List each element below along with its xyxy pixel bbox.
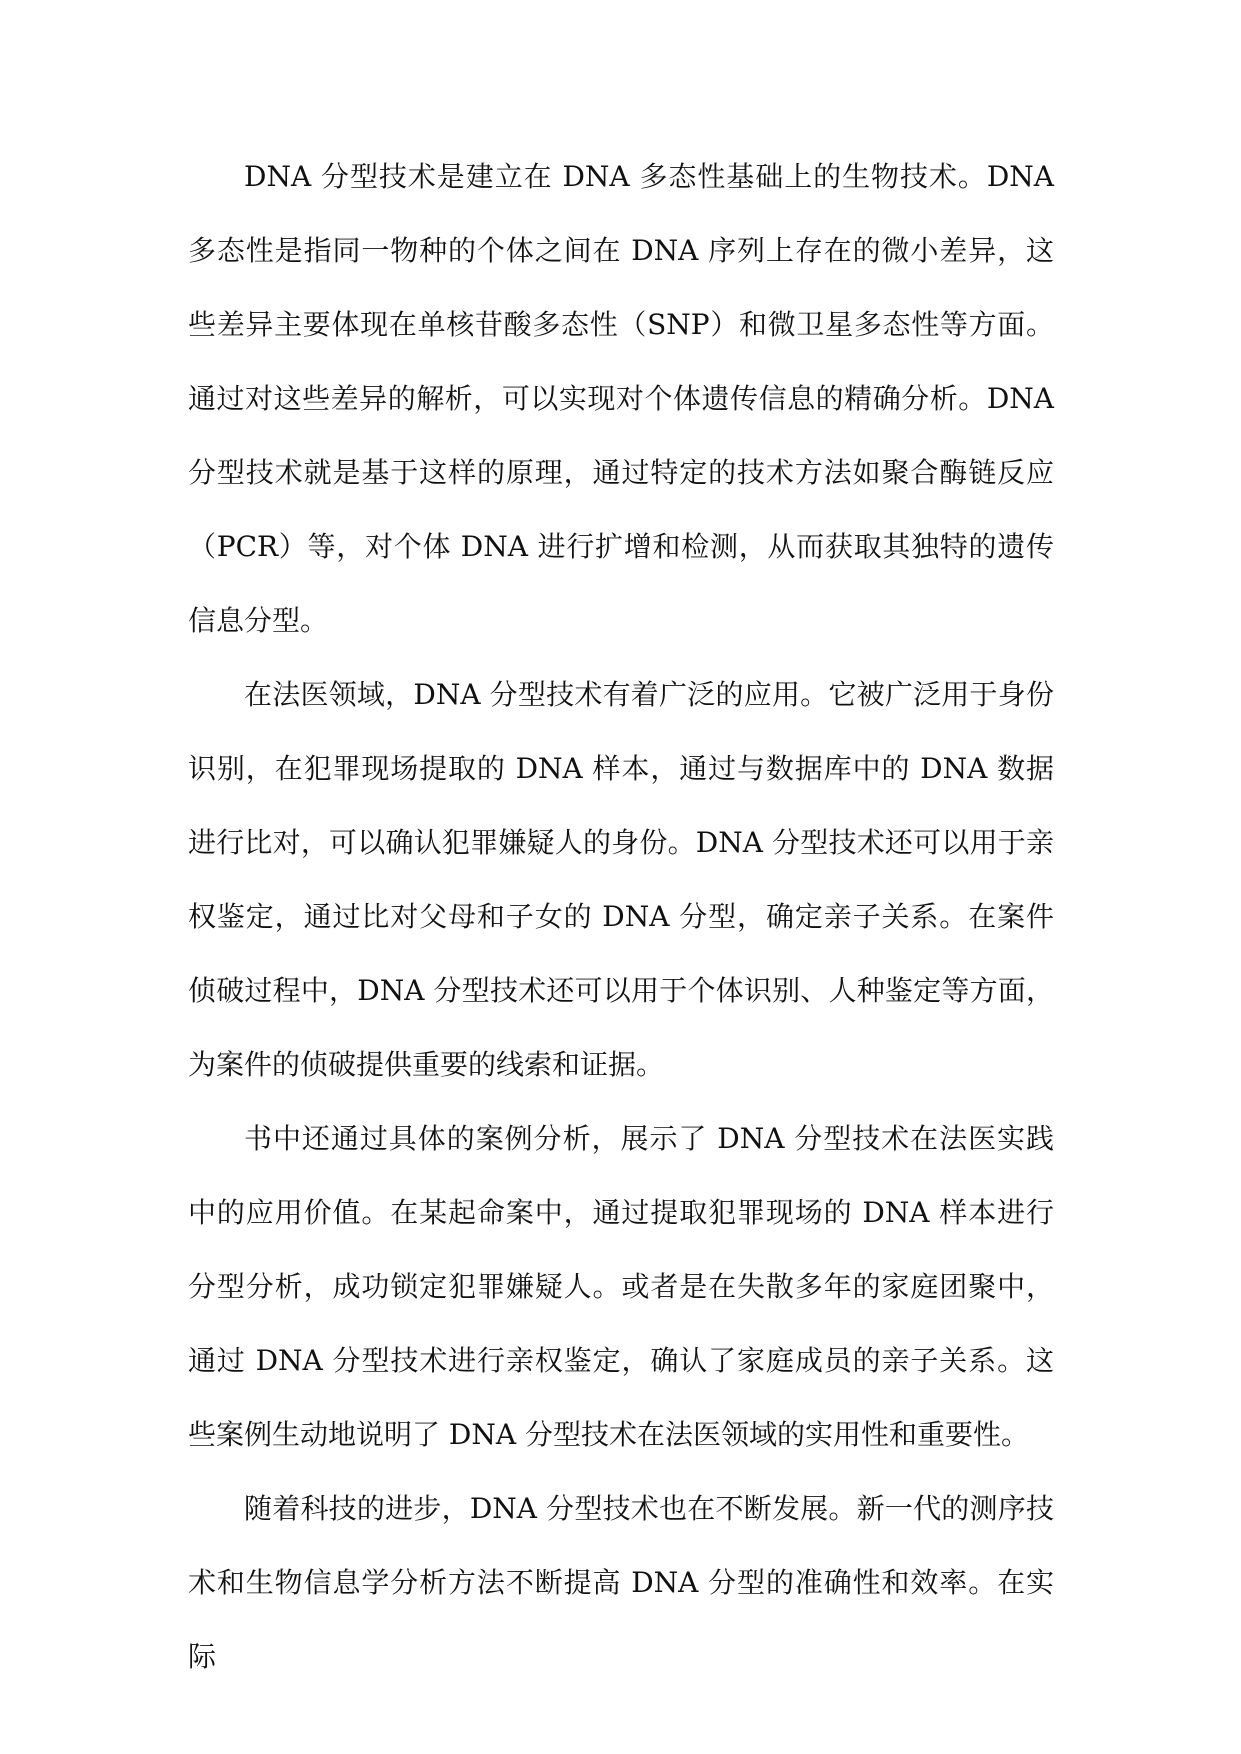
paragraph-dna-typing-principle: DNA 分型技术是建立在 DNA 多态性基础上的生物技术。DNA 多态性是指同一物种的个体之间在 DNA 序列上存在的微小差异，这些差异主要体现在单核苷酸多态性（SNP）和微卫星多态性等方面。通过对这些差异的解析，可以实现对个体遗传信息的精确分析。DNA 分型技术就是基于这样的原理，通过特定的技术方法如聚合酶链反应（PCR）等，对个体 DNA 进行扩增和检测，从而获取其独特的遗传信息分型。 xyxy=(188,160,1054,637)
paragraph-technology-progress: 随着科技的进步，DNA 分型技术也在不断发展。新一代的测序技术和生物信息学分析方法不断提高 DNA 分型的准确性和效率。在实际 xyxy=(188,1492,1054,1673)
paragraph-case-analysis: 书中还通过具体的案例分析，展示了 DNA 分型技术在法医实践中的应用价值。在某起命案中，通过提取犯罪现场的 DNA 样本进行分型分析，成功锁定犯罪嫌疑人。或者是在失散多年的家庭团聚中，通过 DNA 分型技术进行亲权鉴定，确认了家庭成员的亲子关系。这些案例生动地说明了 DNA 分型技术在法医领域的实用性和重要性。 xyxy=(188,1122,1054,1451)
paragraph-forensic-applications: 在法医领域，DNA 分型技术有着广泛的应用。它被广泛用于身份识别，在犯罪现场提取的 DNA 样本，通过与数据库中的 DNA 数据进行比对，可以确认犯罪嫌疑人的身份。DNA 分型技术还可以用于亲权鉴定，通过比对父母和子女的 DNA 分型，确定亲子关系。在案件侦破过程中，DNA 分型技术还可以用于个体识别、人种鉴定等方面，为案件的侦破提供重要的线索和证据。 xyxy=(188,678,1054,1081)
document-body xyxy=(188,140,1054,1694)
